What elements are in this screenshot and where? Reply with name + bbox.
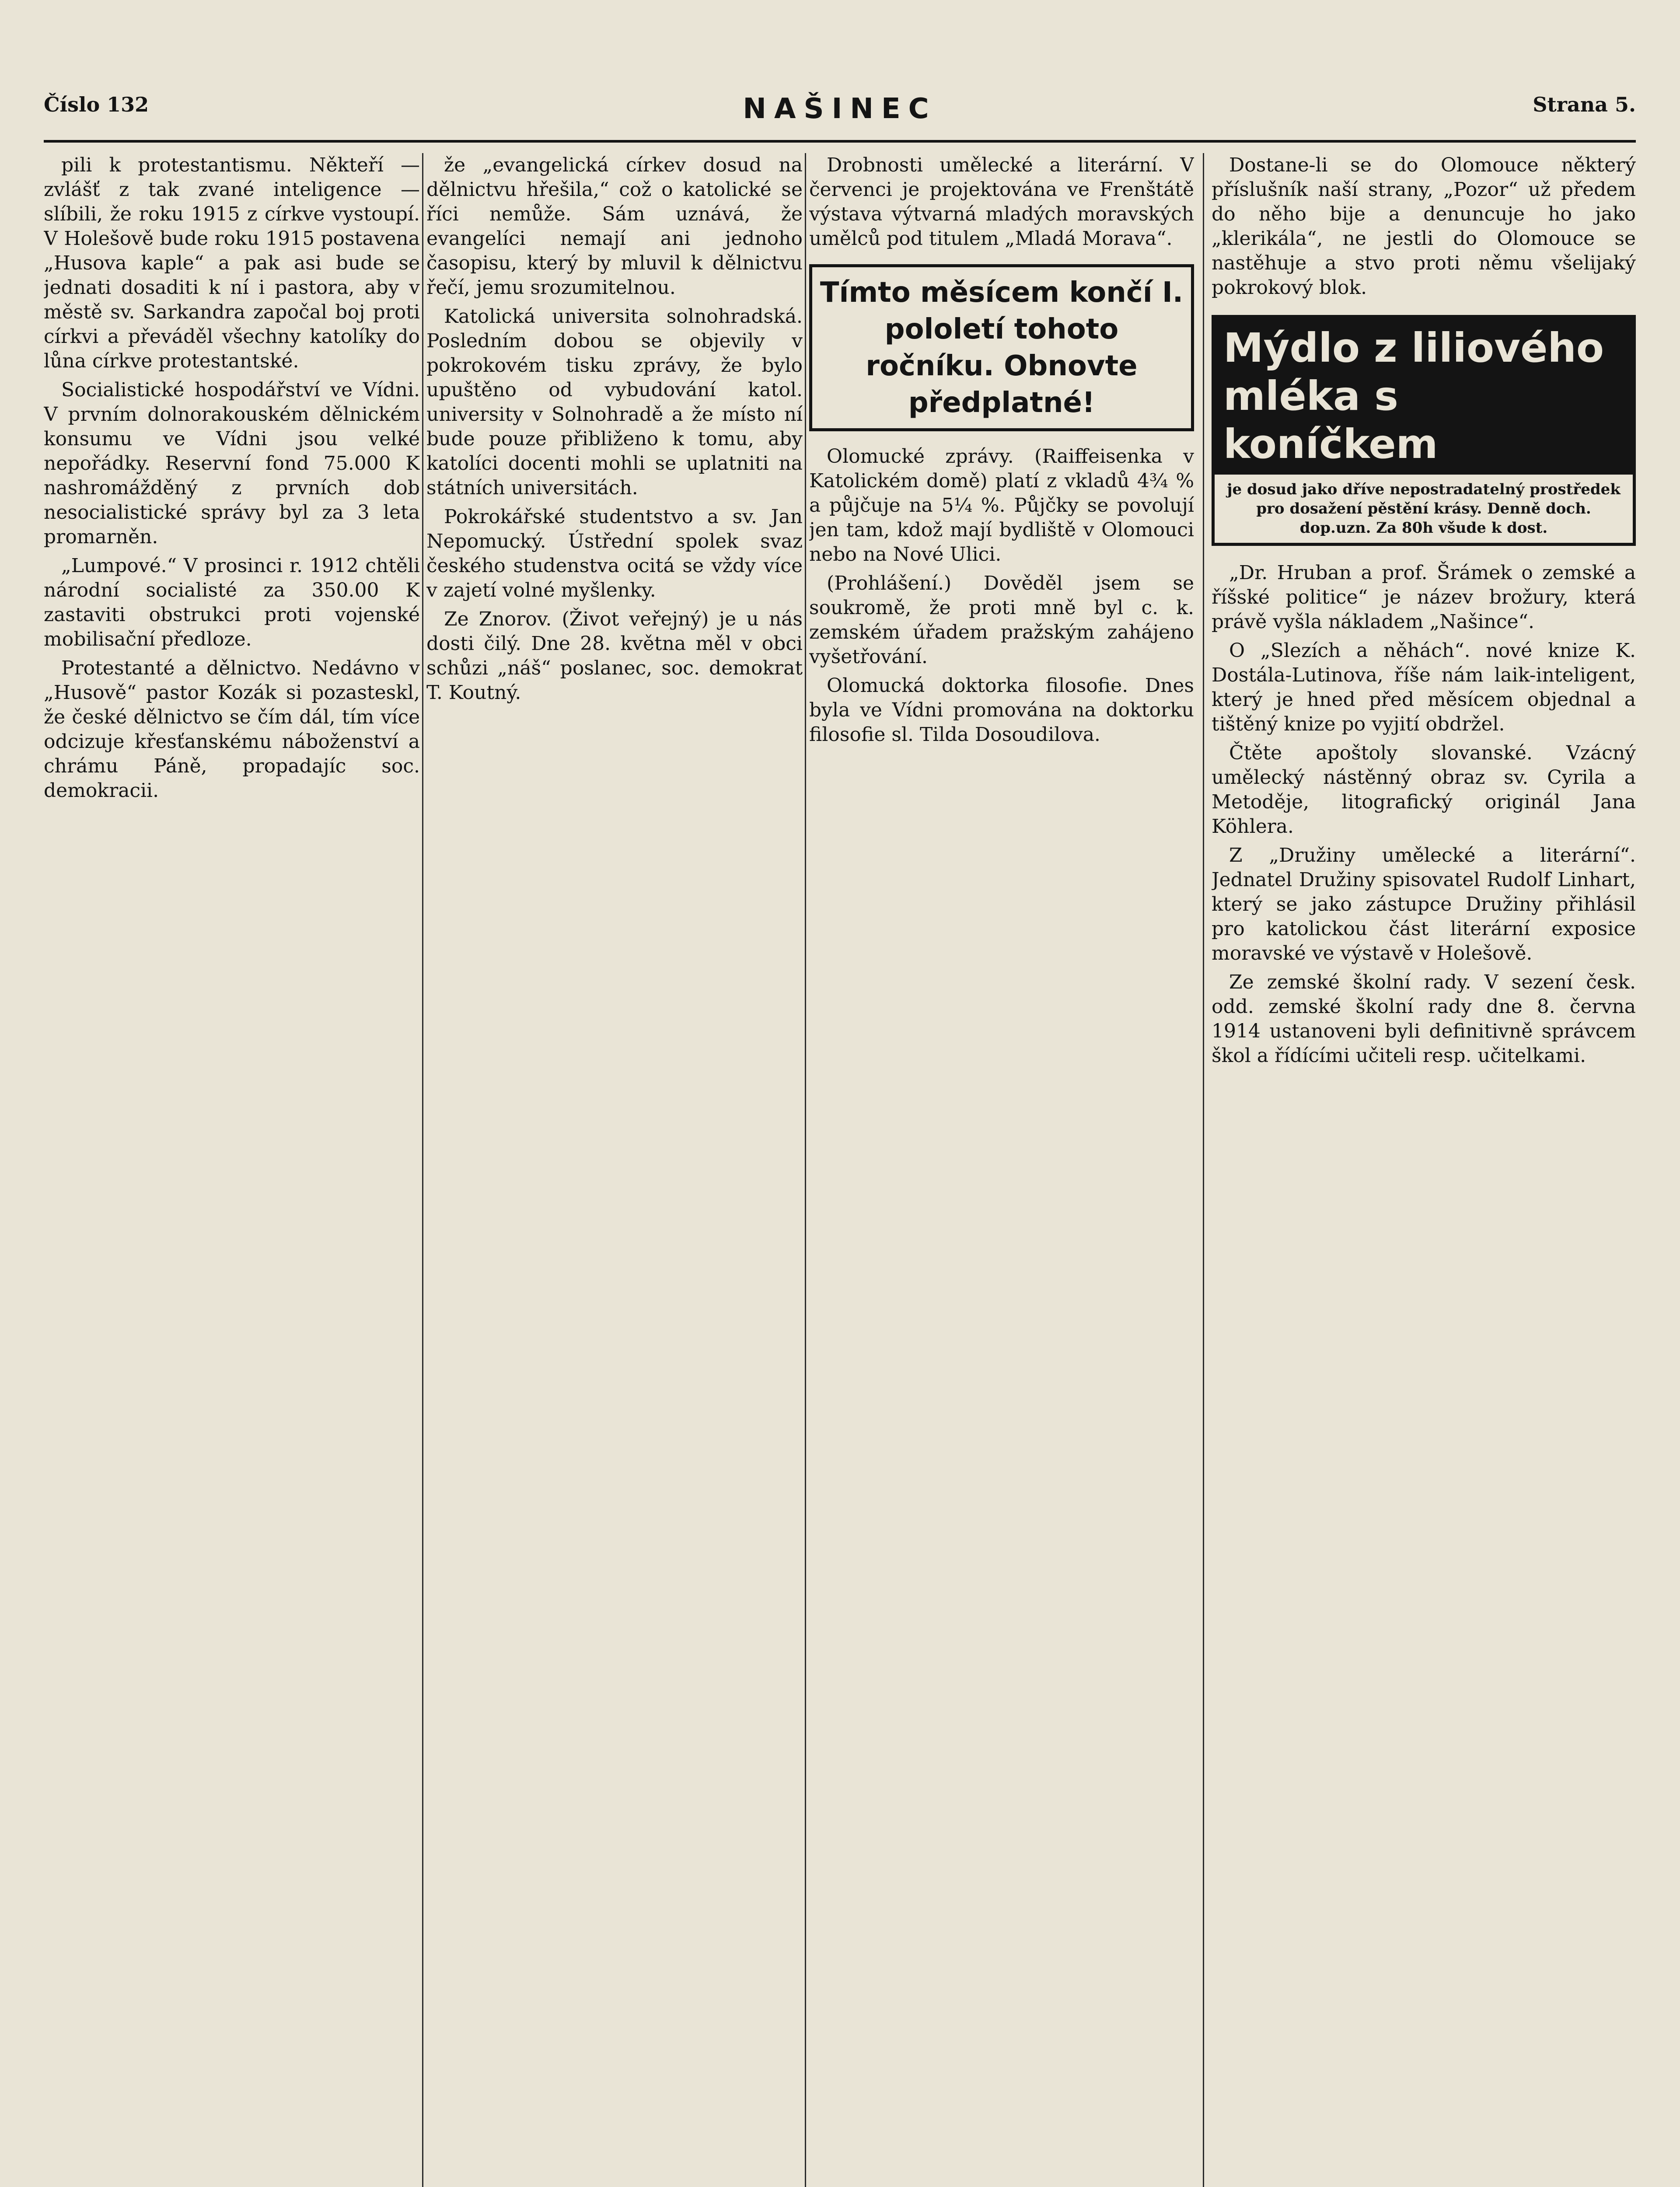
column-4 <box>1212 153 1636 2187</box>
article-text: pili k protestantismu. Někteří — zvlášť z tak zvané inteligence — slíbili, že roku 1915 z církve vystoupí. V Holešově bude roku 1915 postavena „Husova kaple“ a pak asi bude se jednati dosaditi k ní i pastora, aby v městě sv. Sarkandra započal boj proti církvi a převáděl všechny katolíky do lůna církve protestantské. <box>44 154 420 372</box>
soap-advertisement <box>1212 315 1636 546</box>
article-text: O „Slezích a něhách“. nové knize K. Dostála-Lutinova, říše nám laik-inteligent, který je hned před měsícem objednal a tištěný knize po vyjití obdržel. <box>1212 639 1636 735</box>
subscription-notice: Tímto měsícem končí I. pololetí tohoto ročníku. Obnovte předplatné! <box>809 264 1194 431</box>
column-3 <box>809 153 1194 2187</box>
article-text: že „evangelická církev dosud na dělnictvu hřešila,“ což o katolické se říci nemůže. Sám uznává, že evangelíci nemají ani jednoho časopisu, který by mluvil k dělnictvu řečí, jemu srozumitelnou. <box>426 154 803 299</box>
article-text: Olomucká doktorka filosofie. Dnes byla ve Vídni promována na doktorku filosofie sl. Tilda Dosoudilova. <box>809 674 1194 746</box>
column-2 <box>426 153 803 2187</box>
newspaper-title: NAŠINEC <box>743 93 937 125</box>
article-text: Ze Znorov. (Život veřejný) je u nás dosti čilý. Dne 28. května měl v obci schůzi „náš“ poslanec, soc. demokrat T. Koutný. <box>426 608 803 704</box>
article-text: „Lumpové.“ V prosinci r. 1912 chtěli národní socialisté za 350.00 K zastaviti obstrukci proti vojenské mobilisační předloze. <box>44 555 420 650</box>
page-number: Strana 5. <box>1533 93 1636 116</box>
article-text: Ze zemské školní rady. V sezení česk. odd. zemské školní rady dne 8. června 1914 ustanoveni byli definitivně správcem škol a řídícími učiteli resp. učitelkami. <box>1212 971 1636 1067</box>
article-text: Z „Družiny umělecké a literární“. Jednatel Družiny spisovatel Rudolf Linhart, který se jako zástupce Družiny přihlásil pro katolickou část literární exposice moravské ve výstavě v Holešově. <box>1212 844 1636 964</box>
article-text: Olomucké zprávy. (Raiffeisenka v Katolickém domě) platí z vkladů 4¾ % a půjčuje na 5¼ %. Půjčky se povolují jen tam, kdož mají bydliště v Olomouci nebo na Nové Ulici. <box>809 445 1194 566</box>
column-divider <box>422 153 423 2187</box>
article-text: Socialistické hospodářství ve Vídni. V prvním dolnorakouském dělnickém konsumu ve Vídni jsou velké nepořádky. Reservní fond 75.000 K nashromážděný z prvních dob nesocialistické správy byl za 3 leta promarněn. <box>44 379 420 548</box>
article-text: Katolická universita solnohradská. Posledním dobou se objevily v pokrokovém tisku zprávy, že bylo upuštěno od vybudování katol. university v Solnohradě a že místo ní bude pouze přibliženo k tomu, aby katolíci docenti mohli se uplatniti na státních universitách. <box>426 305 803 499</box>
article-text: Protestanté a dělnictvo. Nedávno v „Husově“ pastor Kozák si pozasteskl, že české dělnictvo se čím dál, tím více odcizuje křesťanskému náboženství a chrámu Páně, propadajíc soc. demokracii. <box>44 657 420 802</box>
article-text: Drobnosti umělecké a literární. V červenci je projektována ve Frenštátě výstava výtvarná mladých moravských umělců pod titulem „Mladá Morava“. <box>809 154 1194 250</box>
article-text: Čtěte apoštoly slovanské. Vzácný umělecký nástěnný obraz sv. Cyrila a Metoděje, litografický originál Jana Köhlera. <box>1212 742 1636 838</box>
article-text: Pokrokářské studentstvo a sv. Jan Nepomucký. Ústřední spolek svaz českého studenstva ocitá se vždy více v zajetí volné myšlenky. <box>426 506 803 601</box>
column-divider <box>805 153 806 2187</box>
soap-ad-title: Mýdlo z liliového mléka s koníčkem <box>1215 318 1633 475</box>
article-text: Dostane-li se do Olomouce některý příslušník naší strany, „Pozor“ už předem do něho bije a denuncuje ho jako „klerikála“, ne jestli do Olomouce se nastěhuje a stvo proti němu všelijaký pokrokový blok. <box>1212 154 1636 299</box>
page-header <box>44 87 1636 143</box>
issue-number: Číslo 132 <box>44 93 149 116</box>
article-text: „Dr. Hruban a prof. Šrámek o zemské a říšské politice“ je název brožury, která právě vyšla nákladem „Našince“. <box>1212 562 1636 633</box>
column-divider <box>1203 153 1204 2187</box>
soap-ad-subtitle: je dosud jako dříve nepostradatelný prostředek pro dosažení pěstění krásy. Denně doch. dop.uzn. Za 80h všude k dost. <box>1227 481 1621 537</box>
column-1 <box>44 153 420 2187</box>
article-text: (Prohlášení.) Dověděl jsem se soukromě, že proti mně byl c. k. zemském úřadem pražským zahájeno vyšetřování. <box>809 572 1194 668</box>
